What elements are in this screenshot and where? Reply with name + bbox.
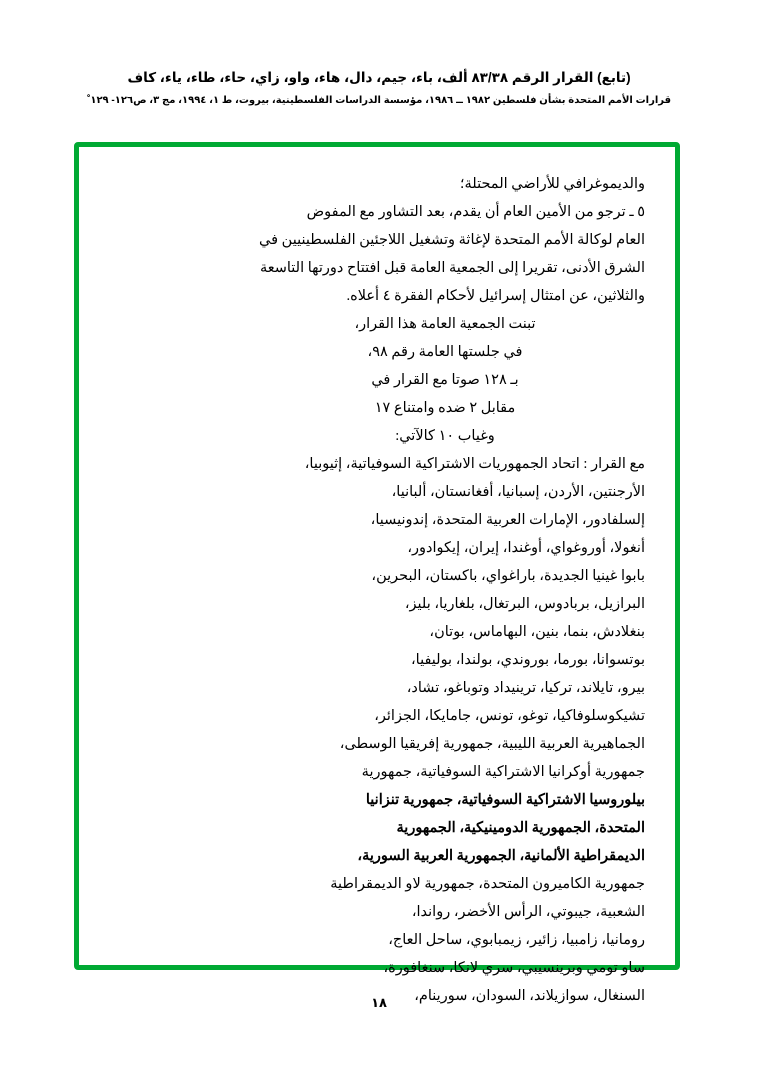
vote-summary-line: وغياب ١٠ كالآتي: <box>395 427 495 444</box>
vote-summary-block <box>245 311 645 451</box>
paragraph-5-line: الشرق الأدنى، تقريرا إلى الجمعية العامة قبل افتتاح دورتها التاسعة <box>259 259 645 276</box>
countries-line: إلسلفادور، الإمارات العربية المتحدة، إندونيسيا، <box>370 511 645 528</box>
countries-line: الأرجنتين، الأردن، إسبانيا، أفغانستان، ألبانيا، <box>391 483 645 500</box>
countries-line: الديمقراطية الألمانية، الجمهورية العربية السورية، <box>357 847 645 864</box>
paragraph-5 <box>245 199 645 311</box>
vote-summary-line: تبنت الجمعية العامة هذا القرار، <box>354 315 536 332</box>
countries-line: المتحدة، الجمهورية الدومينيكية، الجمهورية <box>396 819 645 836</box>
countries-line: جمهورية أوكرانيا الاشتراكية السوفياتية، جمهورية <box>361 763 645 780</box>
countries-line: الشعبية، جيبوتي، الرأس الأخضر، رواندا، <box>411 903 645 920</box>
countries-line: البرازيل، بربادوس، البرتغال، بلغاريا، بليز، <box>404 595 645 612</box>
countries-line: اتحاد الجمهوريات الاشتراكية السوفياتية، إثيوبيا، <box>304 455 580 472</box>
countries-line: بيرو، تايلاند، تركيا، ترينيداد وتوباغو، تشاد، <box>406 679 645 696</box>
vote-summary-line: بـ ١٢٨ صوتا مع القرار في <box>371 371 519 388</box>
paragraph-5-line: والثلاثين، عن امتثال إسرائيل لأحكام الفقرة ٤ أعلاه. <box>346 287 645 304</box>
countries-line: جمهورية الكاميرون المتحدة، جمهورية لاو الديمقراطية <box>330 875 645 892</box>
countries-line: تشيكوسلوفاكيا، توغو، تونس، جامايكا، الجزائر، <box>374 707 645 724</box>
countries-line: رومانيا، زامبيا، زائير، زيمبابوي، ساحل العاج، <box>388 931 645 948</box>
header-source-line: قرارات الأمم المتحدة بشأن فلسطين ١٩٨٢ ــ ١٩٨٦، مؤسسة الدراسات الفلسطينية، بيروت، ط ١، ١٩٩٤، مج ٣، ص١٢٦- ١٢٩ ْ <box>86 95 672 107</box>
body-first-line: والديموغرافي للأراضي المحتلة؛ <box>459 176 645 192</box>
countries-line: بابوا غينيا الجديدة، باراغواي، باكستان، البحرين، <box>371 567 645 584</box>
countries-in-favour-list <box>245 451 645 1011</box>
countries-lead-label: مع القرار : <box>583 455 645 472</box>
page-header <box>0 68 758 108</box>
countries-line: ساو تومي وبرينسيبي، سري لانكا، سنغافورة، <box>383 959 645 976</box>
countries-line: أنغولا، أوروغواي، أوغندا، إيران، إيكوادور، <box>407 539 645 556</box>
document-body <box>245 171 645 1011</box>
countries-line: بنغلادش، بنما، بنين، البهاماس، بوتان، <box>429 623 645 640</box>
countries-line: السنغال، سوازيلاند، السودان، سورينام، <box>414 987 645 1004</box>
vote-summary-line: في جلستها العامة رقم ٩٨، <box>367 343 523 360</box>
paragraph-5-line: ٥ ـ ترجو من الأمين العام أن يقدم، بعد التشاور مع المفوض <box>306 203 645 220</box>
countries-line: الجماهيرية العربية الليبية، جمهورية إفريقيا الوسطى، <box>339 735 645 752</box>
page-number: ١٨ <box>371 995 387 1010</box>
header-title-line: (تابع) القرار الرقم ٨٣/٣٨ ألف، باء، جيم، دال، هاء، واو، زاي، حاء، طاء، ياء، كاف <box>127 70 631 85</box>
vote-summary-line: مقابل ٢ ضده وامتناع ١٧ <box>374 399 516 416</box>
countries-lead-line <box>245 451 645 479</box>
countries-line: بيلوروسيا الاشتراكية السوفياتية، جمهورية تنزانيا <box>365 791 645 808</box>
paragraph-5-line: العام لوكالة الأمم المتحدة لإغاثة وتشغيل اللاجئين الفلسطينيين في <box>259 231 645 248</box>
countries-line: بوتسوانا، بورما، بوروندي، بولندا، بوليفيا، <box>410 651 645 668</box>
